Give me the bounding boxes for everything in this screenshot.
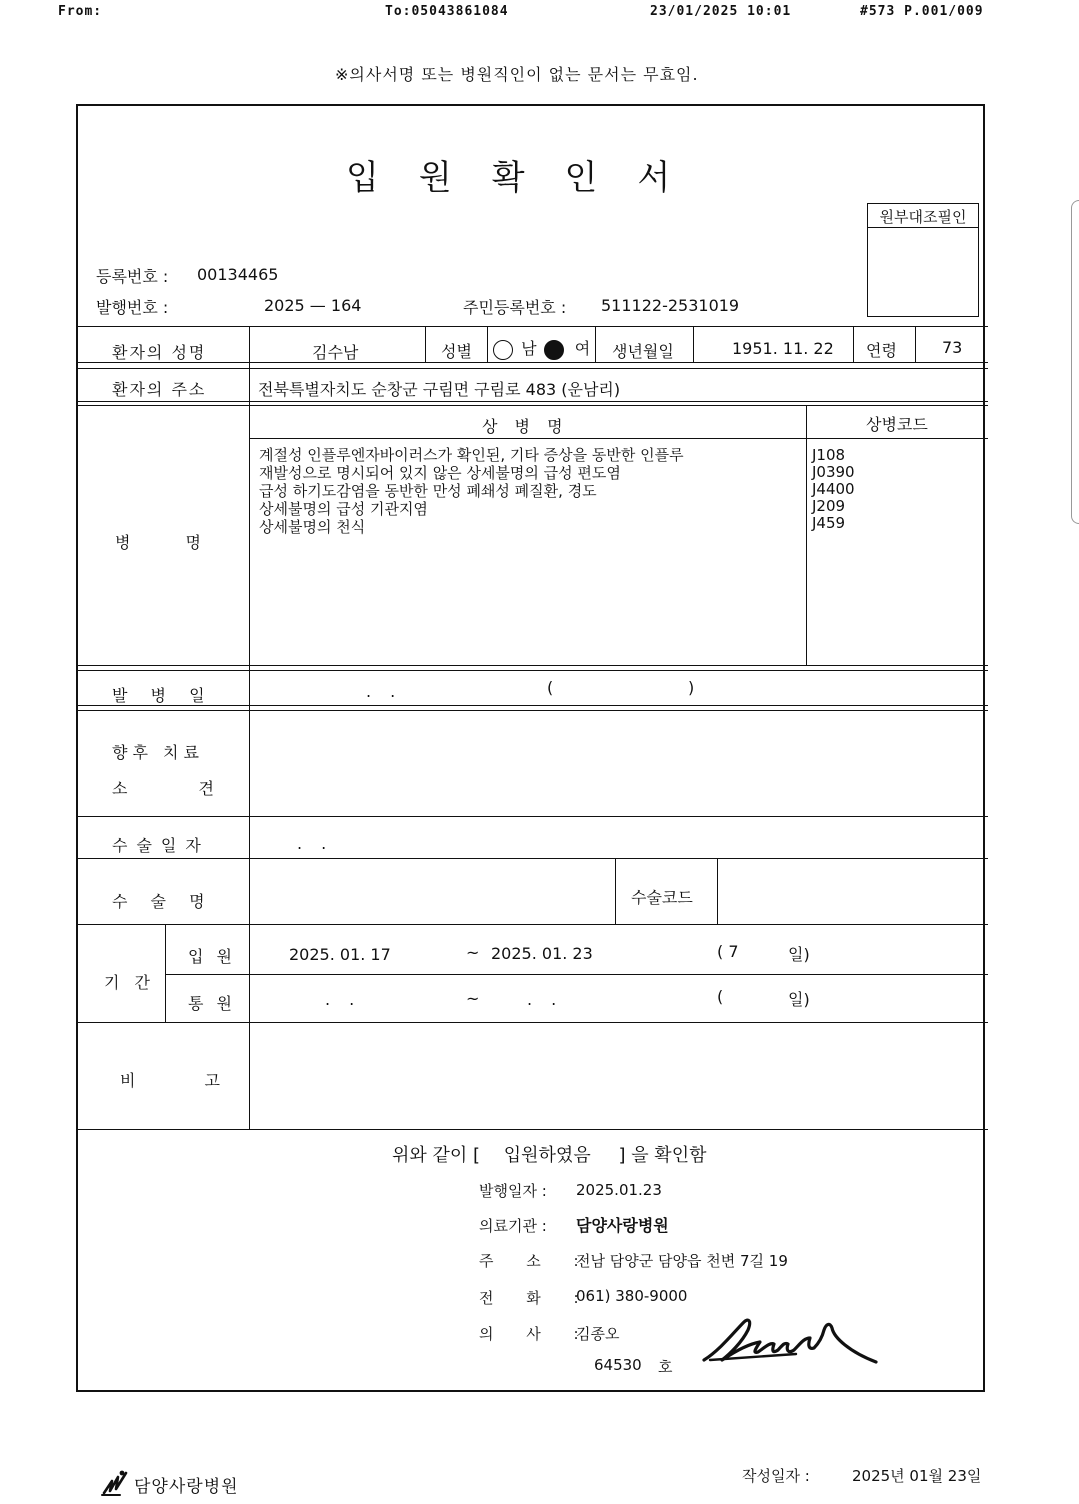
doctor-name: 김종오 bbox=[576, 1325, 620, 1343]
rule-surgery-bottom bbox=[78, 924, 988, 925]
sex-selector bbox=[493, 336, 590, 360]
issue-date-label: 발행일자 : bbox=[479, 1182, 547, 1200]
phone-label: 전 화 : bbox=[479, 1289, 579, 1307]
patient-name: 김수남 bbox=[312, 343, 359, 362]
registration-number: 00134465 bbox=[197, 265, 279, 284]
age-value: 73 bbox=[942, 338, 963, 357]
opinion-label-2: 소 견 bbox=[112, 779, 216, 798]
rule-inpatient-bottom bbox=[165, 974, 988, 975]
rule-period-bottom bbox=[78, 1022, 988, 1023]
rule-birth-age bbox=[853, 326, 854, 362]
inpatient-from-date: 2025. 01. 17 bbox=[289, 945, 391, 964]
doctor-label: 의 사 : bbox=[479, 1325, 579, 1343]
diagnosis-name-item: 계절성 인플루엔자바이러스가 확인된, 기타 증상을 동반한 인플루 bbox=[259, 446, 684, 464]
fax-to: To:05043861084 bbox=[385, 4, 509, 19]
inpatient-days-open: ( 7 bbox=[717, 942, 739, 961]
rule-patient-top bbox=[78, 326, 988, 327]
female-radio-filled-icon bbox=[544, 340, 564, 360]
diagnosis-name-item: 급성 하기도감염을 동반한 만성 폐쇄성 폐질환, 경도 bbox=[259, 482, 597, 500]
inpatient-label: 입 원 bbox=[188, 947, 234, 966]
institution-phone: 061) 380-9000 bbox=[576, 1287, 688, 1305]
address-label: 환자의 주소 bbox=[112, 380, 207, 399]
address-label-issuer: 주 소 : bbox=[479, 1252, 579, 1270]
registration-label: 등록번호 : bbox=[96, 267, 169, 286]
onset-date: . . bbox=[366, 682, 396, 701]
diagnosis-name-header: 상 병 명 bbox=[482, 417, 563, 436]
remarks-label: 비 고 bbox=[120, 1071, 222, 1090]
rule-name-bottom bbox=[78, 362, 988, 363]
diagnosis-code-header: 상병코드 bbox=[866, 415, 928, 434]
confirm-suffix: ] 을 확인함 bbox=[618, 1145, 707, 1166]
rule-surgery-code-left bbox=[615, 858, 616, 924]
birth-date: 1951. 11. 22 bbox=[732, 339, 834, 358]
opinion-label-1: 향후 치료 bbox=[112, 743, 204, 762]
onset-label: 발 병 일 bbox=[112, 686, 207, 705]
rule-opinion-top bbox=[78, 710, 988, 711]
stamp-box-label: 원부대조필인 bbox=[868, 204, 978, 228]
document-title: 입원확인서 bbox=[346, 158, 711, 198]
diagnosis-code-item: J209 bbox=[812, 497, 846, 515]
doctor-signature-icon bbox=[700, 1308, 885, 1372]
diagnosis-name-list bbox=[259, 446, 804, 536]
rule-diagnosis-code-column bbox=[806, 405, 807, 665]
rule-address-bottom bbox=[78, 401, 988, 402]
license-suffix: 호 bbox=[658, 1358, 673, 1376]
institution-label: 의료기관 : bbox=[479, 1217, 547, 1235]
page-edge-artifact bbox=[1071, 200, 1079, 524]
age-label: 연령 bbox=[866, 341, 897, 360]
outpatient-days-open: ( bbox=[717, 987, 724, 1006]
rule-sex-radio bbox=[487, 326, 488, 362]
rule-sex-birth bbox=[595, 326, 596, 362]
diagnosis-code-item: J4400 bbox=[812, 480, 855, 498]
birth-label: 생년월일 bbox=[612, 342, 674, 361]
outpatient-days-close: 일) bbox=[788, 990, 810, 1009]
diagnosis-label: 병 명 bbox=[115, 533, 201, 552]
rule-onset-bottom bbox=[78, 705, 988, 706]
hospital-logo-icon bbox=[100, 1467, 130, 1497]
rule-birth-value bbox=[693, 326, 694, 362]
resident-number-label: 주민등록번호 : bbox=[463, 298, 567, 317]
period-label: 기 간 bbox=[104, 973, 152, 992]
surgery-code-label: 수술코드 bbox=[631, 888, 693, 907]
patient-name-label: 환자의 성명 bbox=[112, 343, 207, 362]
issue-number: 2025 — 164 bbox=[264, 296, 362, 315]
rule-onset-top bbox=[78, 670, 988, 671]
inpatient-tilde: ~ bbox=[466, 943, 480, 962]
written-date: 2025년 01월 23일 bbox=[852, 1467, 982, 1485]
diagnosis-code-list bbox=[812, 447, 855, 532]
issue-number-label: 발행번호 : bbox=[96, 298, 169, 317]
sex-label: 성별 bbox=[441, 342, 472, 361]
outpatient-tilde: ~ bbox=[466, 989, 480, 1008]
female-label: 여 bbox=[574, 339, 591, 358]
onset-paren-open: ( bbox=[547, 678, 554, 697]
inpatient-days-close: 일) bbox=[788, 945, 810, 964]
surgery-date: . . bbox=[297, 834, 327, 853]
onset-paren-close: ) bbox=[688, 678, 695, 697]
resident-number: 511122-2531019 bbox=[601, 296, 740, 315]
rule-label-column bbox=[249, 326, 250, 1129]
rule-opinion-bottom bbox=[78, 816, 988, 817]
surgery-name-label: 수 술 명 bbox=[112, 892, 207, 911]
male-label: 남 bbox=[521, 339, 537, 358]
rule-remarks-bottom bbox=[78, 1129, 988, 1130]
inpatient-to-date: 2025. 01. 23 bbox=[491, 944, 593, 963]
diagnosis-code-item: J108 bbox=[812, 446, 846, 464]
rule-surgery-code-right bbox=[717, 858, 718, 924]
institution-name: 담양사랑병원 bbox=[576, 1216, 669, 1235]
license-number: 64530 bbox=[594, 1356, 642, 1374]
fax-datetime: 23/01/2025 10:01 bbox=[650, 4, 792, 19]
rule-diagnosis-bottom bbox=[78, 665, 988, 666]
outpatient-from-date: . . bbox=[325, 990, 355, 1009]
original-stamp-box bbox=[867, 203, 979, 317]
outpatient-label: 통 원 bbox=[188, 994, 234, 1013]
fax-page: #573 P.001/009 bbox=[860, 4, 984, 19]
patient-address: 전북특별자치도 순창군 구림면 구림로 483 (운남리) bbox=[258, 380, 621, 399]
diagnosis-code-item: J0390 bbox=[812, 463, 855, 481]
footer-hospital-name: 담양사랑병원 bbox=[134, 1477, 239, 1497]
confirm-status: 입원하였음 bbox=[503, 1145, 591, 1166]
rule-diagnosis-header bbox=[250, 438, 988, 439]
issue-date: 2025.01.23 bbox=[576, 1181, 662, 1199]
rule-surgery-date-bottom bbox=[78, 858, 988, 859]
diagnosis-name-item: 상세불명의 천식 bbox=[259, 518, 366, 536]
written-date-label: 작성일자 : bbox=[742, 1467, 810, 1485]
surgery-date-label: 수술일자 bbox=[112, 836, 210, 855]
rule-age-value bbox=[915, 326, 916, 362]
fax-from: From: bbox=[58, 4, 103, 19]
confirmation-statement bbox=[392, 1141, 706, 1167]
rule-name-sex bbox=[425, 326, 426, 362]
rule-period-sub-column bbox=[165, 924, 166, 1022]
diagnosis-name-item: 상세불명의 급성 기관지염 bbox=[259, 500, 428, 518]
male-radio-icon bbox=[493, 340, 513, 360]
institution-address: 전남 담양군 담양읍 천변 7길 19 bbox=[576, 1252, 788, 1270]
outpatient-to-date: . . bbox=[527, 990, 557, 1009]
confirm-prefix: 위와 같이 [ bbox=[392, 1145, 481, 1166]
diagnosis-code-item: J459 bbox=[812, 514, 846, 532]
rule-address-top bbox=[78, 368, 988, 369]
diagnosis-name-item: 재발성으로 명시되어 있지 않은 상세불명의 급성 편도염 bbox=[259, 464, 621, 482]
rule-diagnosis-top bbox=[78, 405, 988, 406]
validity-notice: ※의사서명 또는 병원직인이 없는 문서는 무효임. bbox=[335, 65, 699, 84]
